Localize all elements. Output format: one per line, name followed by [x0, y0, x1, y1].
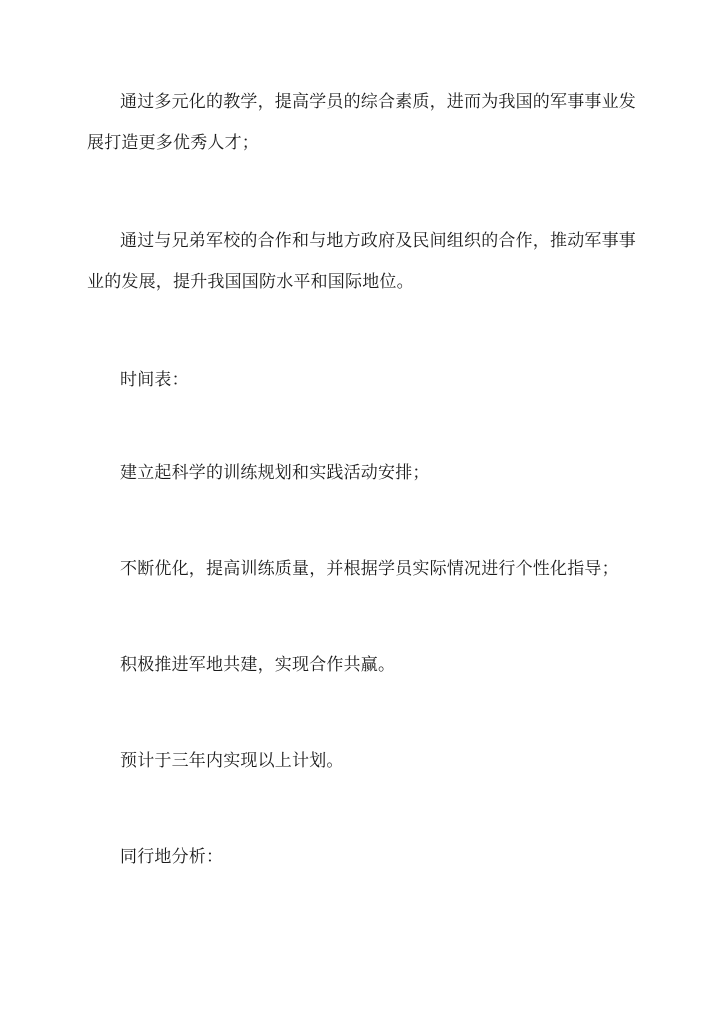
- schedule-heading: 时间表：: [120, 370, 189, 390]
- paragraph-1-line-1: 通过多元化的教学，提高学员的综合素质，进而为我国的军事事业发: [120, 92, 636, 112]
- schedule-summary: 预计于三年内实现以上计划。: [120, 751, 344, 771]
- paragraph-2-line-2: 业的发展，提升我国国防水平和国际地位。: [87, 272, 414, 292]
- schedule-item-1: 建立起科学的训练规划和实践活动安排；: [120, 463, 430, 483]
- paragraph-2-line-1: 通过与兄弟军校的合作和与地方政府及民间组织的合作，推动军事事: [120, 231, 636, 251]
- schedule-item-3: 积极推进军地共建，实现合作共赢。: [120, 655, 396, 675]
- peer-analysis-heading: 同行地分析：: [120, 847, 224, 867]
- schedule-item-2: 不断优化，提高训练质量，并根据学员实际情况进行个性化指导；: [120, 559, 619, 579]
- paragraph-1-line-2: 展打造更多优秀人才；: [87, 133, 259, 153]
